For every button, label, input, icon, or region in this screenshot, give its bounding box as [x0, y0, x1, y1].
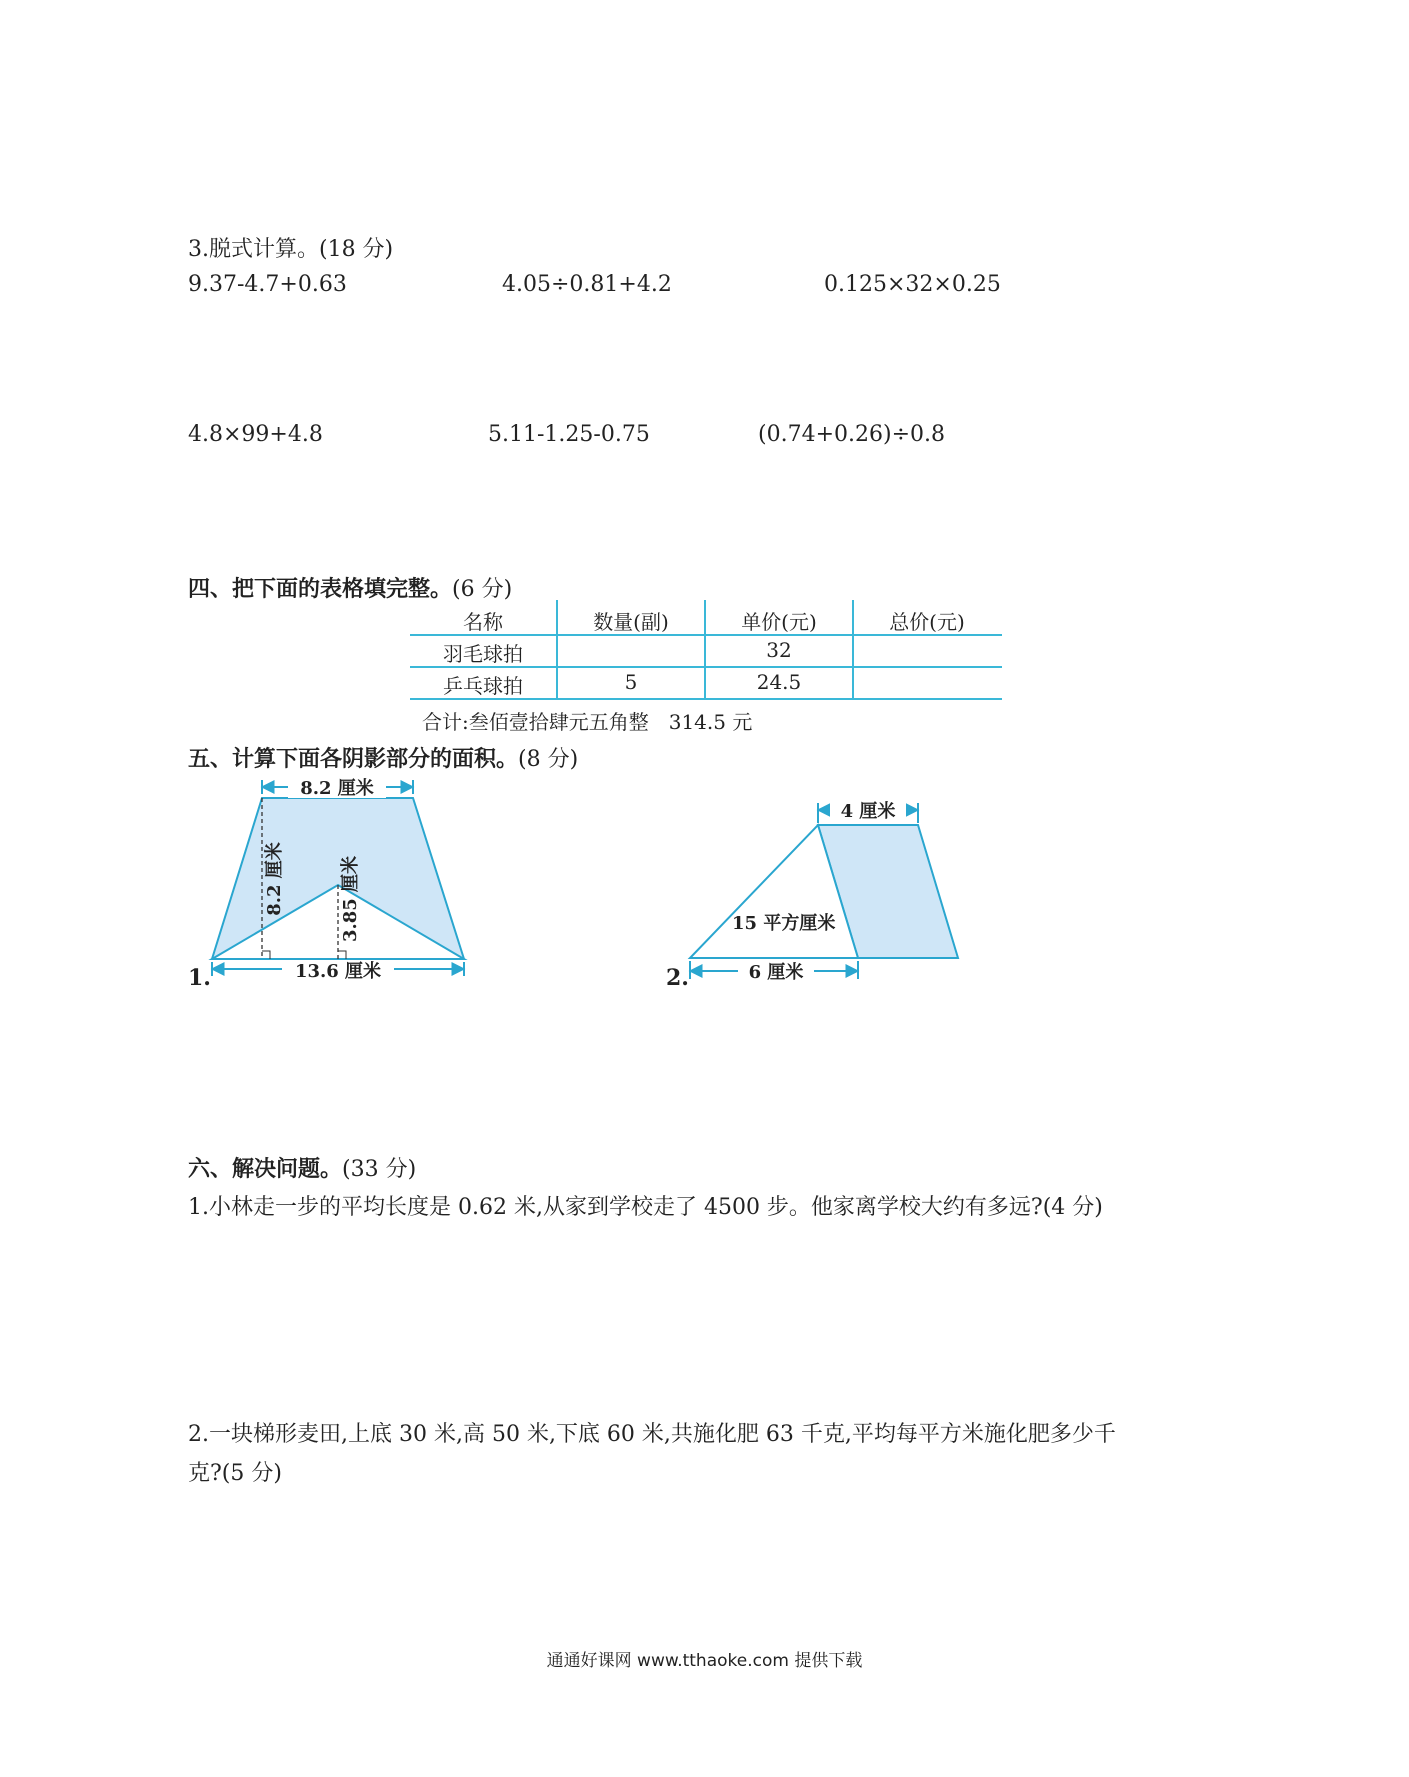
table-cell: 32 [766, 638, 792, 662]
fig1-bottom-label: 13.6 厘米 [294, 961, 382, 982]
calc-expression: 4.8×99+4.8 [188, 422, 323, 447]
figure-1 [188, 777, 464, 991]
calc-expression: 5.11-1.25-0.75 [488, 422, 650, 447]
fig1-height-label: 8.2 厘米 [264, 842, 285, 916]
question-1: 1.小林走一步的平均长度是 0.62 米,从家到学校走了 4500 步。他家离学校大约有多远?(4 分) [188, 1195, 1103, 1220]
section4-heading-score: (6 分) [452, 577, 513, 602]
figure-2 [666, 800, 958, 991]
calc-heading: 3.脱式计算。(18 分) [188, 237, 394, 262]
calc-expression: (0.74+0.26)÷0.8 [758, 422, 945, 447]
section5-heading-score: (8 分) [518, 747, 579, 772]
section4-heading [188, 572, 512, 603]
table-header: 名称 [463, 610, 503, 634]
table-cell: 5 [624, 670, 638, 694]
question-2-line2: 克?(5 分) [188, 1461, 282, 1486]
section6-heading-title: 六、解决问题。 [188, 1156, 343, 1182]
question-2-line1: 2.一块梯形麦田,上底 30 米,高 50 米,下底 60 米,共施化肥 63 千克,平均每平方米施化肥多少千 [188, 1422, 1116, 1447]
fig1-inner-height-label: 3.85 厘米 [340, 855, 361, 943]
table-header: 数量(副) [593, 610, 669, 634]
fig1-top-label: 8.2 厘米 [300, 778, 374, 799]
table-cell: 24.5 [756, 670, 802, 694]
calc-expression: 4.05÷0.81+4.2 [502, 272, 672, 297]
footer-text: 通通好课网 www.tthaoke.com 提供下载 [546, 1651, 863, 1671]
calc-expression: 0.125×32×0.25 [824, 272, 1001, 297]
table-header: 单价(元) [741, 610, 817, 634]
table-cell: 羽毛球拍 [443, 642, 523, 666]
section5-heading-title: 五、计算下面各阴影部分的面积。 [188, 746, 519, 772]
section6-heading-score: (33 分) [342, 1157, 417, 1182]
section5-heading [188, 742, 578, 773]
fig2-area-label: 15 平方厘米 [732, 913, 836, 934]
fig2-bottom-label: 6 厘米 [748, 962, 804, 983]
figures-svg [180, 775, 1180, 995]
section4-heading-title: 四、把下面的表格填完整。 [188, 576, 453, 602]
fig1-number: 1. [188, 965, 211, 991]
fig2-number: 2. [666, 965, 689, 991]
calc-expression: 9.37-4.7+0.63 [188, 272, 347, 297]
table-total: 合计:叁佰壹拾肆元五角整 314.5 元 [422, 710, 753, 734]
table-header: 总价(元) [889, 610, 965, 634]
table-cell: 乒乓球拍 [443, 674, 523, 698]
section6-heading [188, 1152, 416, 1183]
fig2-top-label: 4 厘米 [840, 801, 896, 822]
